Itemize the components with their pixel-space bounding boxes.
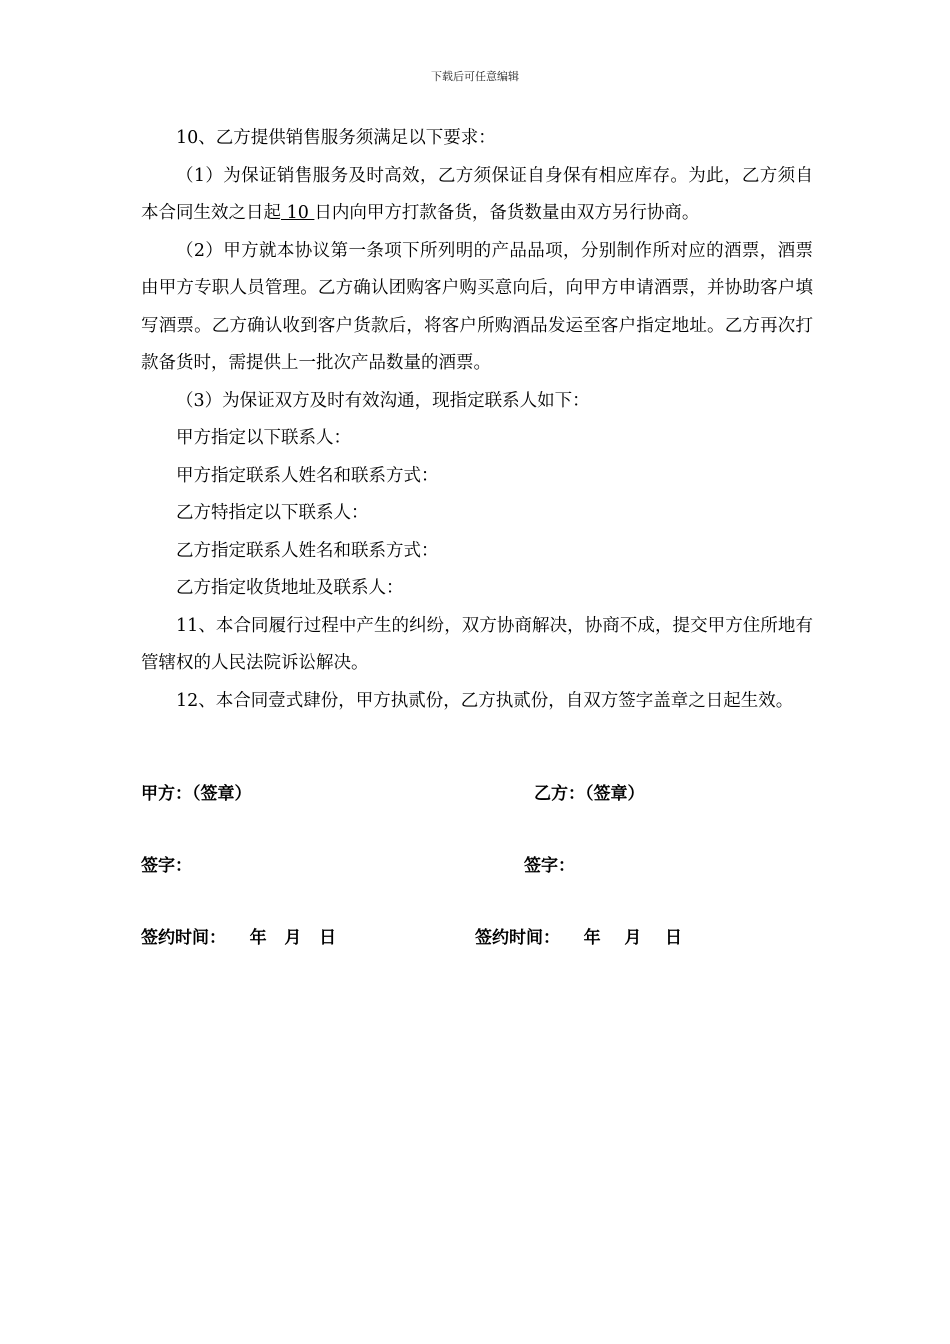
contact-line: 乙方指定联系人姓名和联系方式：	[176, 540, 439, 561]
contact-line: 甲方指定联系人姓名和联系方式：	[176, 465, 439, 486]
contract-body	[141, 120, 813, 720]
clause-10-item-2: （2）甲方就本协议第一条项下所列明的产品品项，分别制作所对应的酒票，酒票由甲方专职人员管理。乙方确认团购客户购买意向后，向甲方申请酒票，并协助客户填写酒票。乙方确认收到客户货款后，将客户所购酒品发运至客户指定地址。乙方再次打款备货时，需提供上一批次产品数量的酒票。	[141, 240, 813, 373]
contact-line: 乙方指定收货地址及联系人：	[176, 578, 404, 598]
party-a-seal: 甲方：（签章）	[141, 784, 252, 804]
item-1-days: 10	[281, 203, 315, 223]
clause-12: 12、本合同壹式肆份，甲方执贰份，乙方执贰份，自双方签字盖章之日起生效。	[176, 690, 794, 711]
party-a-sign: 签字：	[141, 856, 192, 876]
item-1-suffix: 日内向甲方打款备货，备货数量由双方另行协商。	[314, 203, 700, 223]
clause-10-item-3: （3）为保证双方及时有效沟通，现指定联系人如下：	[176, 390, 590, 411]
party-b-date: 签约时间： 年 月 日	[475, 928, 683, 948]
item-1-prefix: （1）为保证销售服务及时高效，乙方须保证自身保有相应库存。为此，乙方须自本合同生效之日起	[141, 165, 813, 223]
clause-10-title: 10、乙方提供销售服务须满足以下要求：	[176, 128, 496, 148]
clause-10-item-1	[141, 158, 813, 233]
contact-line: 甲方指定以下联系人：	[176, 428, 351, 448]
party-b-seal: 乙方：（签章）	[534, 784, 645, 804]
clause-11: 11、本合同履行过程中产生的纠纷，双方协商解决，协商不成，提交甲方住所地有管辖权的人民法院诉讼解决。	[141, 615, 813, 673]
party-a-date: 签约时间： 年 月 日	[141, 928, 337, 948]
page-header: 下载后可任意编辑	[431, 70, 519, 83]
party-b-sign: 签字：	[524, 856, 575, 876]
contact-line: 乙方特指定以下联系人：	[176, 503, 369, 523]
